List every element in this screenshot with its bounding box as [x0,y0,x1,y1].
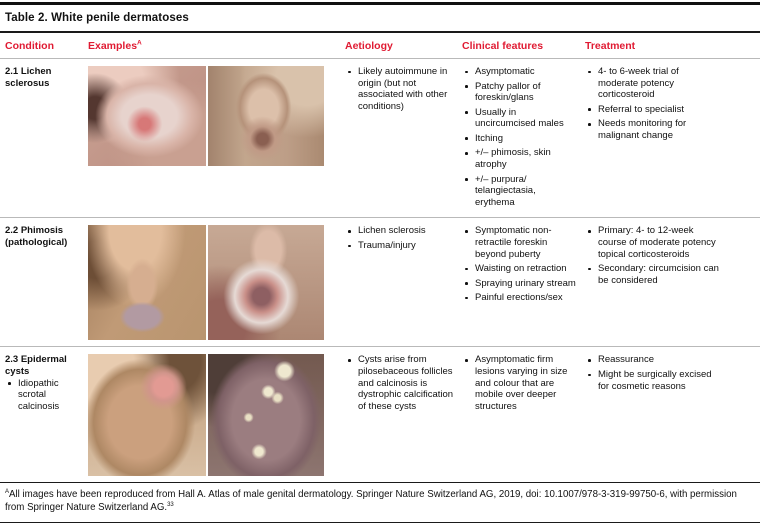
treatment-cell [583,354,760,476]
list-item: Cysts arise from pilosebaceous follicles and calcinosis is dystrophic calcification of these cysts [345,354,454,412]
table-row-epidermal-cysts [0,346,760,482]
photo-pair [88,66,324,166]
treatment-cell [583,225,760,340]
condition-cell [5,354,86,476]
treatment-cell [583,66,760,211]
aetiology-list [345,225,454,251]
column-header-treatment: Treatment [585,40,636,52]
column-header-row [0,33,760,58]
list-item: Spraying urinary stream [462,278,577,290]
table-2-white-penile-dermatoses [0,2,760,523]
list-item: +/– phimosis, skin atrophy [462,147,577,170]
clinical-features-list [462,66,577,208]
examples-cell [86,225,343,340]
list-item: Referral to specialist [585,104,720,116]
clinical-photo-scrotal-calcinosis [208,354,324,476]
aetiology-list [345,354,454,412]
clinical-features-cell [460,354,583,476]
treatment-list [585,66,720,141]
examples-label: Examples [88,40,138,52]
treatment-list [585,354,720,392]
table-row-phimosis [0,217,760,346]
list-item: Likely autoimmune in origin (but not associated with other conditions) [345,66,454,112]
aetiology-cell [343,225,460,340]
column-header-condition: Condition [5,40,54,52]
photo-pair [88,354,324,476]
examples-footnote-marker: A [137,39,142,47]
bottom-rule [0,522,760,523]
condition-sub-list [5,378,80,413]
list-item: Lichen sclerosis [345,225,454,237]
list-item: Painful erections/sex [462,292,577,304]
list-item: Asymptomatic firm lesions varying in size and colour that are mobile over deeper structures [462,354,577,412]
footnote-reference-number: 33 [167,502,174,509]
clinical-photo-phimosis-ring [208,225,324,340]
clinical-photo-phimosis-retraction [88,225,206,340]
list-item: Symptomatic non-retractile foreskin beyond puberty [462,225,577,260]
list-item: +/– purpura/ telangiectasia, erythema [462,174,577,209]
list-item: Asymptomatic [462,66,577,78]
footnote-text: All images have been reproduced from Hall A. Atlas of male genital dermatology. Springer Nature Switzerland AG, 2019, doi: 10.1007/978-3-319-99750-6, with permission from Springer Nature Switzerland AG. [5,489,737,514]
examples-cell [86,354,343,476]
clinical-photo-lichen-sclerosus-foreskin [208,66,324,166]
clinical-features-cell [460,66,583,211]
condition-cell [5,66,86,211]
list-item: Primary: 4- to 12-week course of moderate potency topical corticosteroids [585,225,720,260]
list-item: Might be surgically excised for cosmetic reasons [585,369,720,392]
examples-cell [86,66,343,211]
clinical-features-cell [460,225,583,340]
list-item: Idiopathic scrotal calcinosis [5,378,80,413]
column-header-examples [86,40,343,52]
photo-pair [88,225,324,340]
list-item: Patchy pallor of foreskin/glans [462,81,577,104]
list-item: Needs monitoring for malignant change [585,118,720,141]
table-title: Table 2. White penile dermatoses [5,12,189,24]
list-item: Secondary: circumcision can be considered [585,263,720,286]
condition-name: 2.1 Lichen sclerosus [5,66,52,89]
treatment-list [585,225,720,286]
clinical-photo-epidermal-cyst [88,354,206,476]
column-header-aetiology: Aetiology [345,40,393,52]
condition-cell [5,225,86,340]
list-item: Usually in uncircumcised males [462,107,577,130]
list-item: Reassurance [585,354,720,366]
clinical-features-list [462,225,577,303]
column-header-clinical-features: Clinical features [462,40,544,52]
table-row-lichen-sclerosus [0,58,760,217]
condition-name: 2.2 Phimosis (pathological) [5,225,68,248]
table-footnote [0,483,760,521]
list-item: Waisting on retraction [462,263,577,275]
list-item: Trauma/injury [345,240,454,252]
clinical-features-list [462,354,577,412]
aetiology-list [345,66,454,112]
clinical-photo-lichen-sclerosus-glans [88,66,206,166]
footnote-marker: A [5,489,10,496]
list-item: Itching [462,133,577,145]
list-item: 4- to 6-week trial of moderate potency corticosteroid [585,66,720,101]
aetiology-cell [343,66,460,211]
aetiology-cell [343,354,460,476]
condition-name: 2.3 Epidermal cysts [5,354,67,377]
